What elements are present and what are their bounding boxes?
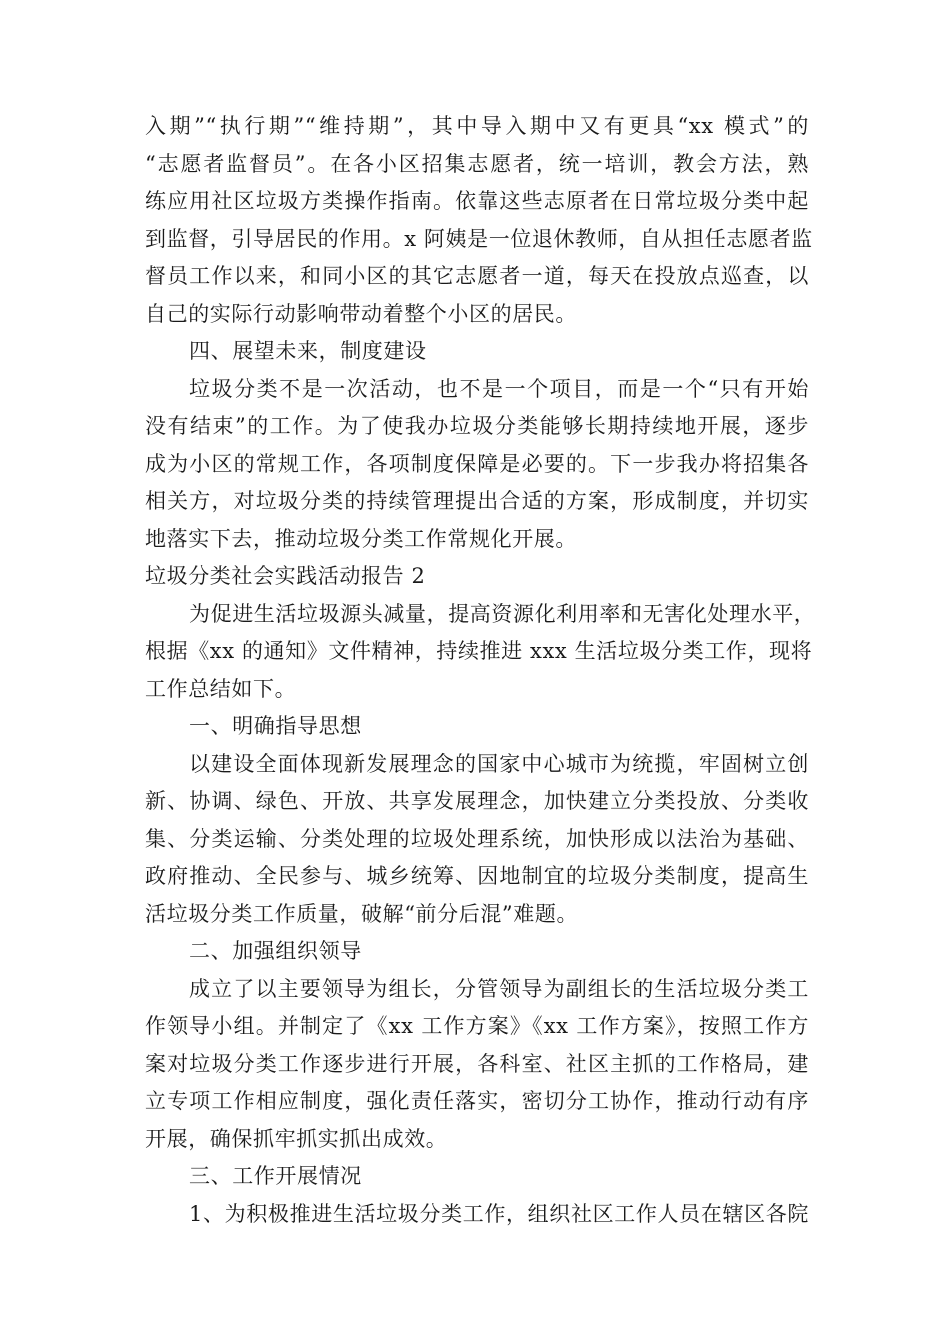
text-line: 三、工作开展情况	[189, 1164, 362, 1188]
text-line: 没有结束”的工作。为了使我办垃圾分类能够长期持续地开展，逐步	[145, 414, 809, 438]
text-line: 地落实下去，推动垃圾分类工作常规化开展。	[145, 526, 577, 551]
text-line: 为促进生活垃圾源头减量，提高资源化利用率和无害化处理水平，	[189, 601, 816, 626]
text-line: 相关方，对垃圾分类的持续管理提出合适的方案，形成制度，并切实	[145, 489, 809, 513]
text-line: 垃圾分类社会实践活动报告 2	[145, 564, 426, 588]
text-line: 督员工作以来，和同小区的其它志愿者一道，每天在投放点巡查，以	[145, 264, 809, 288]
text-line: 立专项工作相应制度，强化责任落实，密切分工协作，推动行动有序	[145, 1089, 809, 1113]
text-line: 案对垃圾分类工作逐步进行开展，各科室、社区主抓的工作格局，建	[145, 1051, 809, 1076]
document-page	[145, 108, 816, 1233]
text-line: 新、协调、绿色、开放、共享发展理念，加快建立分类投放、分类收	[145, 789, 809, 813]
text-line: 活垃圾分类工作质量，破解“前分后混”难题。	[145, 901, 579, 926]
text-line: 1、为积极推进生活垃圾分类工作，组织社区工作人员在辖区各院	[189, 1201, 809, 1226]
text-line: 工作总结如下。	[145, 676, 297, 701]
text-line: 成为小区的常规工作，各项制度保障是必要的。下一步我办将招集各	[145, 451, 809, 476]
text-line: 垃圾分类不是一次活动，也不是一个项目，而是一个“只有开始	[189, 376, 809, 401]
text-line: “志愿者监督员”。在各小区招集志愿者，统一培训，教会方法，熟	[145, 151, 809, 176]
text-line: 以建设全面体现新发展理念的国家中心城市为统揽，牢固树立创	[189, 751, 809, 776]
text-line: 四、展望未来，制度建设	[189, 339, 427, 363]
text-line: 成立了以主要领导为组长，分管领导为副组长的生活垃圾分类工	[189, 976, 809, 1001]
text-line: 二、加强组织领导	[189, 939, 362, 963]
text-line: 根据《xx 的通知》文件精神，持续推进 xxx 生活垃圾分类工作，现将	[145, 639, 813, 663]
text-line: 作领导小组。并制定了《xx 工作方案》《xx 工作方案》，按照工作方	[145, 1014, 809, 1038]
text-line: 自己的实际行动影响带动着整个小区的居民。	[145, 301, 577, 326]
text-line: 政府推动、全民参与、城乡统筹、因地制宜的垃圾分类制度，提高生	[145, 864, 809, 888]
text-line: 集、分类运输、分类处理的垃圾处理系统，加快形成以法治为基础、	[145, 826, 809, 851]
text-line: 练应用社区垃圾方类操作指南。依靠这些志原者在日常垃圾分类中起	[145, 189, 809, 213]
text-line: 一、明确指导思想	[189, 714, 362, 738]
text-line: 到监督，引导居民的作用。x 阿姨是一位退休教师，自从担任志愿者监	[145, 226, 813, 251]
text-line: 开展，确保抓牢抓实抓出成效。	[145, 1126, 448, 1151]
text-line: 入期”“执行期”“维持期”，其中导入期中又有更具“xx 模式”的	[145, 114, 809, 138]
